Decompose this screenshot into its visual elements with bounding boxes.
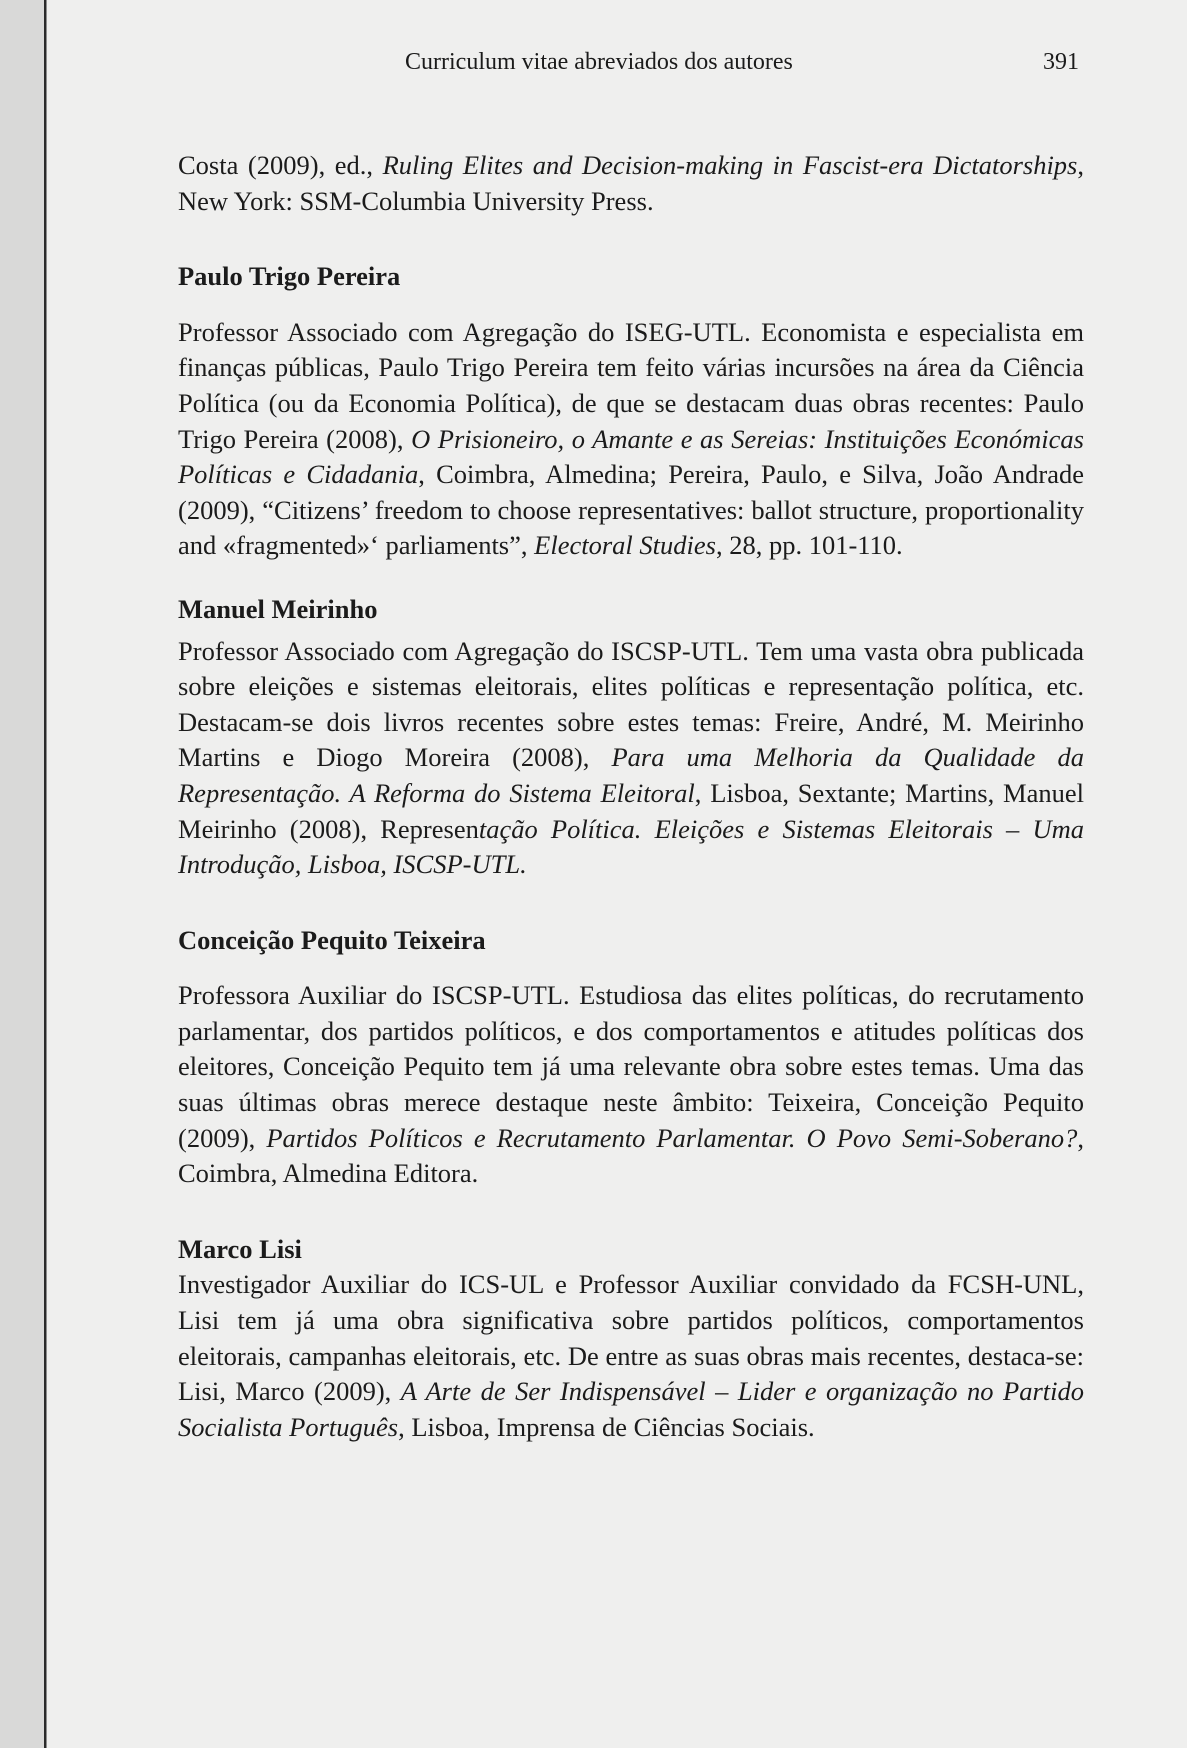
- intro-book-title: Ruling Elites and Decision-making in Fascist-era Dictatorships: [382, 150, 1078, 180]
- bio-text: Professor Associado com Agregação do ISEG-UTL. Economista e especialista em finanças públicas, Paulo Trigo Pereira tem feito várias incursões na área da Ciência Política (ou da Economia Política), de que se destacam duas obras recentes: Paulo Trigo Pereira (2008),: [178, 316, 1084, 454]
- page-content: [178, 148, 1084, 1445]
- bio-book-title: O Prisioneiro, o Amante e as Sereias: Instituições Económicas Políticas e Cidadania: [178, 423, 1084, 490]
- bio-text: , Coimbra, Almedina; Pereira, Paulo, e Silva, João Andrade (2009), “Citizens’ freedom to choose representatives: ballot structure, proportionality and «fragmented»‘ parliaments”,: [178, 459, 1084, 561]
- bio-book-title: A Arte de Ser Indispensável – Lider e organização no Partido Socialista Português: [178, 1376, 1084, 1442]
- author-name-paulo: Paulo Trigo Pereira: [178, 261, 401, 292]
- author-name-manuel: Manuel Meirinho: [178, 593, 378, 624]
- bio-text: , 28, pp. 101-110.: [715, 530, 903, 561]
- author-bio-conceicao: [178, 978, 1084, 1192]
- bio-book-title: tação Política. Eleições e Sistemas Eleitorais – Uma Introdução, Lisboa, ISCSP-UTL.: [178, 813, 1084, 880]
- intro-text-end: , New York: SSM-Columbia University Press.: [178, 150, 1084, 216]
- intro-text-start: Costa (2009), ed.,: [178, 150, 383, 180]
- running-header-title: Curriculum vitae abreviados dos autores: [405, 49, 793, 75]
- page-number: 391: [1043, 49, 1079, 75]
- author-bio-marco: [178, 1267, 1084, 1445]
- bio-text: Professor Associado com Agregação do ISCSP-UTL. Tem uma vasta obra publicada sobre eleições e sistemas eleitorais, elites políticas e representação política, etc. Destacam-se dois livros recentes sobre estes temas: Freire, André, M. Meirinho Martins e Diogo Moreira (2008),: [178, 635, 1084, 773]
- bio-text: , Lisboa, Imprensa de Ciências Sociais.: [398, 1411, 815, 1442]
- author-name-conceicao: Conceição Pequito Teixeira: [178, 924, 486, 955]
- author-name-marco: Marco Lisi: [178, 1233, 302, 1264]
- author-bio-paulo: [178, 315, 1084, 564]
- bio-text: Professora Auxiliar do ISCSP-UTL. Estudiosa das elites políticas, do recrutamento parlamentar, dos partidos políticos, e dos comportamentos e atitudes políticas dos eleitores, Conceição Pequito tem já uma relevante obra sobre estes temas. Uma das suas últimas obras merece destaque neste âmbito: Teixeira, Conceição Pequito (2009),: [178, 980, 1084, 1153]
- bio-journal-title: Electoral Studies: [534, 530, 716, 561]
- bio-text: Investigador Auxiliar do ICS-UL e Professor Auxiliar convidado da FCSH-UNL, Lisi tem já uma obra significativa sobre partidos políticos, comportamentos eleitorais, campanhas eleitorais, etc. De entre as suas obras mais recentes, destaca-se: Lisi, Marco (2009),: [178, 1269, 1084, 1407]
- bio-text: , Lisboa, Sextante; Martins, Manuel Meirinho (2008), Represen: [178, 777, 1084, 844]
- bio-book-title: Partidos Políticos e Recrutamento Parlamentar. O Povo Semi-Soberano?: [266, 1122, 1078, 1153]
- author-bio-manuel: [178, 634, 1084, 883]
- intro-paragraph: [178, 148, 1084, 219]
- bio-text: , Coimbra, Almedina Editora.: [178, 1122, 1084, 1189]
- bio-book-title: Para uma Melhoria da Qualidade da Representação. A Reforma do Sistema Eleitoral: [178, 742, 1084, 808]
